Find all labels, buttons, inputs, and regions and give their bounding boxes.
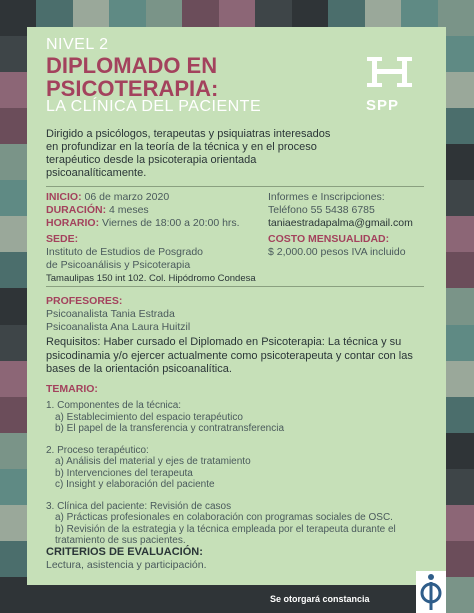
temario-subitem: b) Revisión de la estrategia y la técnica empleada por el terapeuta durante el: [55, 523, 396, 535]
title-line-2: PSICOTERAPIA:: [46, 76, 219, 101]
sede-line-1: Instituto de Estudios de Posgrado: [46, 246, 204, 258]
temario-subitem: tratamiento de sus pacientes.: [55, 535, 186, 546]
criterios-value: Lectura, asistencia y participación.: [46, 559, 207, 571]
divider: [46, 186, 424, 187]
profesores-block: [46, 295, 190, 334]
sede-line-2: de Psicoanálisis y Psicoterapia: [46, 259, 191, 271]
footer-bar: [27, 585, 446, 613]
profesor-item: Psicoanalista Tania Estrada: [46, 308, 175, 320]
duracion-label: DURACIÓN:: [46, 204, 107, 216]
temario-subitem: b) El papel de la transferencia y contratransferencia: [55, 423, 285, 434]
horario-label: HORARIO:: [46, 217, 100, 229]
temario-item: 2. Proceso terapéutico:: [46, 444, 149, 456]
divider: [46, 286, 424, 287]
temario-subitem: a) Establecimiento del espacio terapéutico: [55, 411, 243, 423]
footer-text: Se otorgará constancia: [270, 594, 370, 604]
criterios-label: CRITERIOS DE EVALUACIÓN:: [46, 546, 203, 558]
sede-address: Tamaulipas 150 int 102. Col. Hipódromo Condesa: [46, 273, 256, 284]
title-line-1: DIPLOMADO EN: [46, 53, 218, 78]
costo-block: [268, 233, 406, 259]
spp-logo-text: SPP: [366, 97, 400, 114]
level-label: NIVEL 2: [46, 36, 109, 53]
schedule-block: [46, 191, 240, 230]
duracion-value: 4 meses: [109, 204, 149, 216]
institute-logo-icon: [416, 571, 446, 613]
temario-subitem: a) Prácticas profesionales en colaboración con programas sociales de OSC.: [55, 512, 393, 523]
temario-item: 3. Clínica del paciente: Revisión de casos: [46, 500, 232, 512]
temario-subitem: a) Análisis del material y ejes de tratamiento: [55, 456, 251, 467]
page-title: [46, 54, 218, 100]
inicio-label: INICIO:: [46, 191, 82, 203]
contact-label: Informes e Inscripciones:: [268, 191, 385, 203]
costo-value: $ 2,000.00 pesos IVA incluido: [268, 246, 406, 258]
requisitos-text: Requisitos: Haber cursado el Diplomado en Psicoterapia: La técnica y su psicodinamia y/o ejercer actualmente como psicoterapeuta y contar con las bases de la orientación psicoanalítica.: [46, 336, 413, 375]
inicio-value: 06 de marzo 2020: [84, 191, 170, 203]
sede-label: SEDE:: [46, 233, 79, 245]
temario-list: [46, 400, 424, 547]
contact-phone: Teléfono 55 5438 6785: [268, 204, 375, 216]
costo-label: COSTO MENSUALIDAD:: [268, 233, 390, 245]
temario-label: TEMARIO:: [46, 383, 98, 395]
temario-subitem: b) Intervenciones del terapeuta: [55, 467, 193, 479]
temario-subitem: c) Insight y elaboración del paciente: [55, 479, 215, 490]
page-subtitle: LA CLÍNICA DEL PACIENTE: [46, 98, 262, 115]
contact-email[interactable]: taniaestradapalma@gmail.com: [268, 217, 413, 229]
contact-block: [268, 191, 413, 230]
profesor-item: Psicoanalista Ana Laura Huitzil: [46, 321, 191, 333]
sede-block: [46, 233, 256, 285]
horario-value: Viernes de 18:00 a 20:00 hrs.: [102, 217, 240, 229]
profesores-label: PROFESORES:: [46, 295, 123, 307]
intro-text: Dirigido a psicólogos, terapeutas y psiquiatras interesados en profundizar en la teoría de la técnica y en el proceso terapéutico desde la psicoterapia orientada psicoanalíticamente.: [46, 128, 331, 179]
temario-item: 1. Componentes de la técnica:: [46, 400, 182, 411]
